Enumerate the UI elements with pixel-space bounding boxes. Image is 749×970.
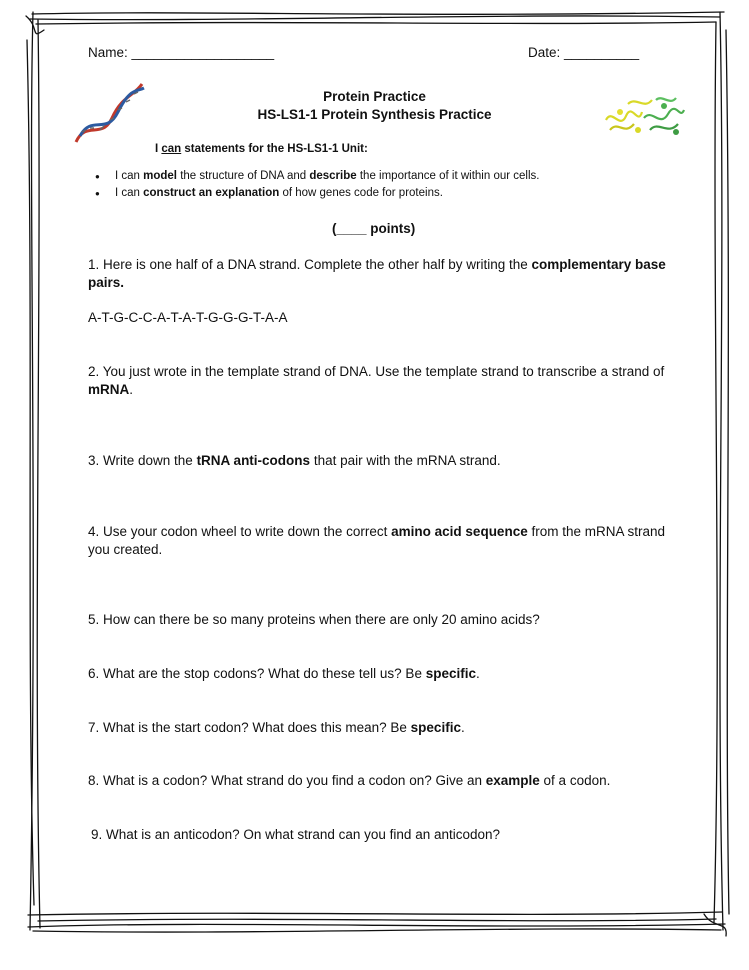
title-line1: Protein Practice (323, 89, 426, 104)
name-label: Name: (88, 45, 128, 60)
dna-helix-icon (72, 78, 148, 148)
i-can-heading: I can statements for the HS-LS1-1 Unit: (155, 143, 368, 155)
name-field[interactable] (88, 45, 274, 60)
question-5: 5. How can there be so many proteins when there are only 20 amino acids? (88, 612, 540, 627)
can-underlined: can (161, 143, 182, 155)
question-2: 2. You just wrote in the template strand of DNA. Use the template strand to transcribe a strand of mRNA. (88, 364, 665, 397)
name-blank[interactable]: ___________________ (131, 45, 275, 60)
question-8: 8. What is a codon? What strand do you find a codon on? Give an example of a codon. (88, 773, 611, 788)
title-line2: HS-LS1-1 Protein Synthesis Practice (257, 107, 492, 122)
i-can-list (95, 168, 539, 202)
question-1: 1. Here is one half of a DNA strand. Complete the other half by writing the complementary base pairs. (88, 257, 666, 290)
dna-strand: A-T-G-C-C-A-T-A-T-G-G-G-T-A-A (88, 310, 288, 325)
date-field[interactable] (528, 45, 639, 60)
question-7: 7. What is the start codon? What does this mean? Be specific. (88, 720, 465, 735)
list-item: ● I can model the structure of DNA and describe the importance of it within our cells. (95, 168, 539, 185)
question-6: 6. What are the stop codons? What do these tell us? Be specific. (88, 666, 480, 681)
question-9: 9. What is an anticodon? On what strand can you find an anticodon? (91, 827, 501, 842)
list-item: ● I can construct an explanation of how genes code for proteins. (95, 185, 539, 202)
points-blank: (____ points) (332, 221, 416, 236)
date-label: Date: (528, 45, 561, 60)
question-4: 4. Use your codon wheel to write down the correct amino acid sequence from the mRNA strand you created. (88, 524, 666, 557)
question-3: 3. Write down the tRNA anti-codons that pair with the mRNA strand. (88, 453, 501, 468)
protein-structure-icon (598, 90, 692, 142)
date-blank[interactable]: __________ (564, 45, 640, 60)
